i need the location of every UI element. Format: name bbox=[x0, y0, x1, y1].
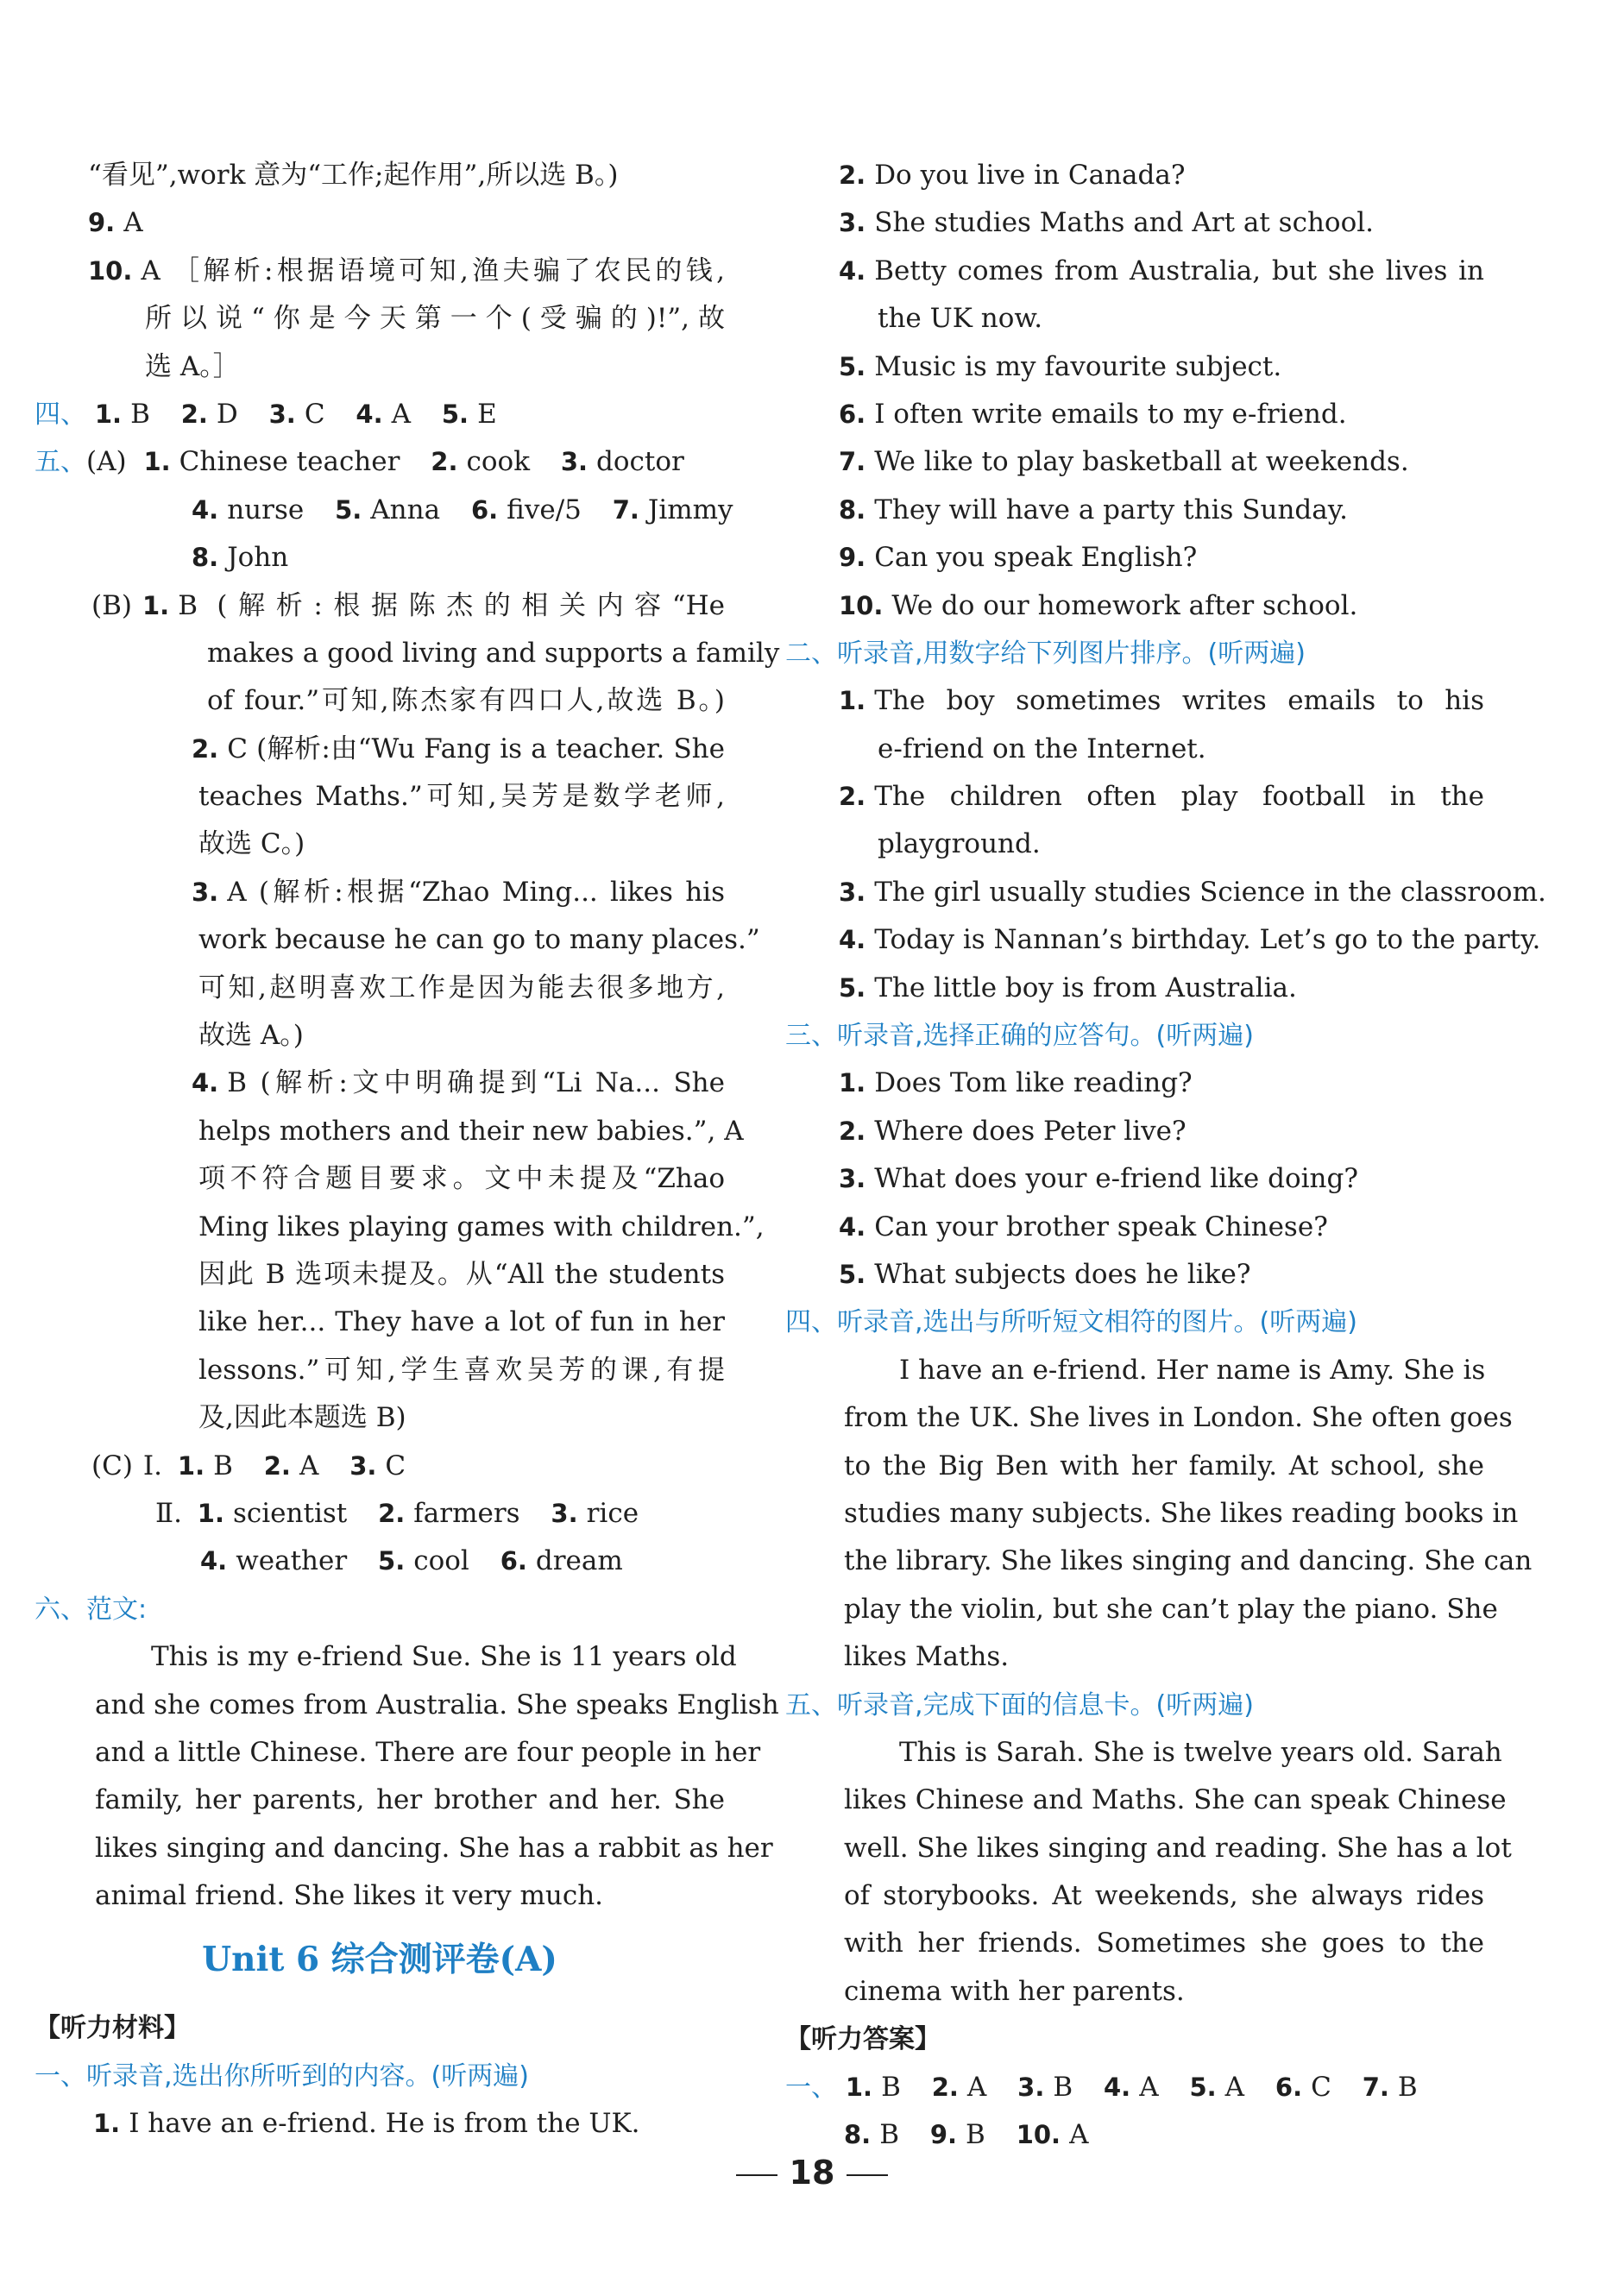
listening-item: 3. She studies Maths and Art at school. bbox=[839, 207, 1375, 239]
listening-item: 1. Does Tom like reading? bbox=[839, 1067, 1193, 1099]
listening-item: 8. They will have a party this Sunday. bbox=[839, 494, 1348, 525]
passage-line: well. She likes singing and reading. She has a lot bbox=[844, 1832, 1512, 1864]
section-5a-row-3: 8. John bbox=[192, 542, 289, 574]
unit-title: Unit 6 综合测评卷(A) bbox=[202, 1940, 557, 1980]
answer-line: makes a good living and supports a family bbox=[207, 637, 780, 669]
listening-answer-row-2: 8. B 9. B 10. A bbox=[844, 2119, 1089, 2151]
essay-line: This is my e-friend Sue. She is 11 years old bbox=[151, 1641, 737, 1673]
answer-line: 因此 B 选项未提及。从“All the students bbox=[198, 1258, 725, 1290]
passage-line: the library. She likes singing and dancing. She can bbox=[844, 1545, 1533, 1577]
passage-line: play the violin, but she can’t play the piano. She bbox=[844, 1593, 1498, 1625]
section-5a-row-1: 五、(A) 1. Chinese teacher 2. cook 3. doctor bbox=[35, 446, 684, 478]
listening-section-2-heading: 二、听录音,用数字给下列图片排序。(听两遍) bbox=[785, 638, 1306, 669]
passage-line: likes Maths. bbox=[844, 1641, 1010, 1673]
answer-line: teaches Maths.”可知,吴芳是数学老师, bbox=[198, 781, 725, 813]
answer-line: work because he can go to many places.” bbox=[198, 924, 760, 956]
page-number-dash-right bbox=[847, 2174, 888, 2176]
listening-item: 5. What subjects does he like? bbox=[839, 1258, 1251, 1290]
listening-item: 2. The children often play football in the bbox=[839, 781, 1484, 813]
listening-section-4-heading: 四、听录音,选出与所听短文相符的图片。(听两遍) bbox=[785, 1307, 1357, 1338]
answer-line: 所以说“你是今天第一个(受骗的)!”,故 bbox=[145, 303, 725, 335]
answer-10: 10. A ［解析:根据语境可知,渔夫骗了农民的钱, bbox=[88, 255, 725, 286]
essay-line: animal friend. She likes it very much. bbox=[95, 1880, 604, 1912]
answer-line: 及,因此本题选 B) bbox=[198, 1402, 406, 1434]
page-number: 18 bbox=[0, 2154, 1624, 2192]
essay-line: and a little Chinese. There are four people in her bbox=[95, 1736, 761, 1768]
passage-line: to the Big Ben with her family. At school, she bbox=[844, 1450, 1484, 1481]
passage-line: likes Chinese and Maths. She can speak Chinese bbox=[844, 1784, 1507, 1816]
listening-answer-heading: 【听力答案】 bbox=[785, 2024, 941, 2055]
listening-item: 3. What does your e-friend like doing? bbox=[839, 1163, 1358, 1195]
listening-item: 6. I often write emails to my e-friend. bbox=[839, 398, 1347, 430]
passage-line: This is Sarah. She is twelve years old. Sarah bbox=[899, 1736, 1502, 1768]
listening-item-cont: playground. bbox=[878, 828, 1041, 860]
answer-line: helps mothers and their new babies.”, A bbox=[198, 1115, 744, 1147]
answer-line: of four.”可知,陈杰家有四口人,故选 B。) bbox=[207, 685, 725, 717]
left-column bbox=[35, 152, 780, 2148]
listening-item: 7. We like to play basketball at weekends. bbox=[839, 446, 1409, 478]
section-5b-answer-3: 3. A (解析:根据“Zhao Ming... likes his bbox=[192, 876, 725, 908]
passage-line: with her friends. Sometimes she goes to the bbox=[844, 1928, 1484, 1959]
listening-item-cont: the UK now. bbox=[878, 303, 1043, 335]
listening-item: 4. Betty comes from Australia, but she lives in bbox=[839, 255, 1484, 286]
passage-line: cinema with her parents. bbox=[844, 1975, 1185, 2007]
passage-line: I have an e-friend. Her name is Amy. She is bbox=[899, 1354, 1486, 1386]
listening-item: 5. The little boy is from Australia. bbox=[839, 972, 1297, 1003]
answer-line: like her... They have a lot of fun in her bbox=[198, 1306, 725, 1338]
section-5a-row-2: 4. nurse 5. Anna 6. five/5 7. Jimmy bbox=[192, 494, 733, 525]
listening-item: 1. The boy sometimes writes emails to his bbox=[839, 685, 1484, 717]
essay-line: likes singing and dancing. She has a rabbit as her bbox=[95, 1832, 773, 1864]
listening-item-1: 1. I have an e-friend. He is from the UK. bbox=[93, 2108, 640, 2140]
section-5c-part-2-row-2: 4. weather 5. cool 6. dream bbox=[200, 1545, 623, 1577]
listening-item: 4. Can your brother speak Chinese? bbox=[839, 1211, 1328, 1242]
answer-line: 故选 C。) bbox=[198, 828, 305, 860]
passage-line: studies many subjects. She likes reading books in bbox=[844, 1497, 1519, 1529]
section-6-heading: 六、范文: bbox=[35, 1594, 148, 1625]
section-5b-answer-4: 4. B (解析:文中明确提到“Li Na... She bbox=[192, 1067, 725, 1099]
answer-line: 选 A。］ bbox=[145, 350, 240, 382]
listening-section-5-heading: 五、听录音,完成下面的信息卡。(听两遍) bbox=[785, 1689, 1254, 1720]
section-4-answers: 四、 1. B 2. D 3. C 4. A 5. E bbox=[35, 398, 497, 430]
listening-answer-row-1: 一、 1. B 2. A 3. B 4. A 5. A 6. C 7. B bbox=[785, 2071, 1418, 2103]
section-5c-part-2-row-1: Ⅱ. 1. scientist 2. farmers 3. rice bbox=[155, 1497, 639, 1529]
listening-item: 2. Do you live in Canada? bbox=[839, 160, 1186, 191]
listening-item: 3. The girl usually studies Science in the classroom. bbox=[839, 876, 1546, 908]
essay-line: family, her parents, her brother and her. She bbox=[95, 1784, 725, 1816]
listening-section-3-heading: 三、听录音,选择正确的应答句。(听两遍) bbox=[785, 1021, 1254, 1052]
listening-material-heading: 【听力材料】 bbox=[35, 2013, 190, 2044]
passage-line: from the UK. She lives in London. She often goes bbox=[844, 1402, 1513, 1434]
listening-item-cont: e-friend on the Internet. bbox=[878, 733, 1206, 764]
listening-item: 4. Today is Nannan’s birthday. Let’s go to the party. bbox=[839, 924, 1541, 956]
page-number-dash-left bbox=[736, 2174, 777, 2176]
answer-line: “看见”,work 意为“工作;起作用”,所以选 B。) bbox=[88, 160, 619, 191]
section-5b-answer-2: 2. C (解析:由“Wu Fang is a teacher. She bbox=[192, 733, 725, 764]
essay-line: and she comes from Australia. She speaks English bbox=[95, 1689, 779, 1720]
answer-line: 项不符合题目要求。文中未提及“Zhao bbox=[198, 1163, 725, 1195]
listening-item: 2. Where does Peter live? bbox=[839, 1115, 1187, 1147]
listening-item: 5. Music is my favourite subject. bbox=[839, 350, 1282, 382]
right-column bbox=[785, 152, 1546, 2159]
listening-item: 10. We do our homework after school. bbox=[839, 589, 1358, 621]
answer-line: 可知,赵明喜欢工作是因为能去很多地方, bbox=[198, 972, 725, 1003]
listening-item: 9. Can you speak English? bbox=[839, 542, 1198, 574]
listening-section-1-heading: 一、听录音,选出你所听到的内容。(听两遍) bbox=[35, 2060, 529, 2091]
section-5c-part-1: (C) Ⅰ. 1. B 2. A 3. C bbox=[91, 1450, 406, 1481]
section-5b-answer-1: (B) 1. B (解析:根据陈杰的相关内容“He bbox=[91, 589, 725, 621]
passage-line: of storybooks. At weekends, she always rides bbox=[844, 1880, 1484, 1912]
answer-9: 9. A bbox=[88, 207, 143, 239]
answer-line: lessons.”可知,学生喜欢吴芳的课,有提 bbox=[198, 1354, 725, 1386]
answer-line: 故选 A。) bbox=[198, 1020, 304, 1052]
answer-line: Ming likes playing games with children.”, bbox=[198, 1211, 765, 1242]
